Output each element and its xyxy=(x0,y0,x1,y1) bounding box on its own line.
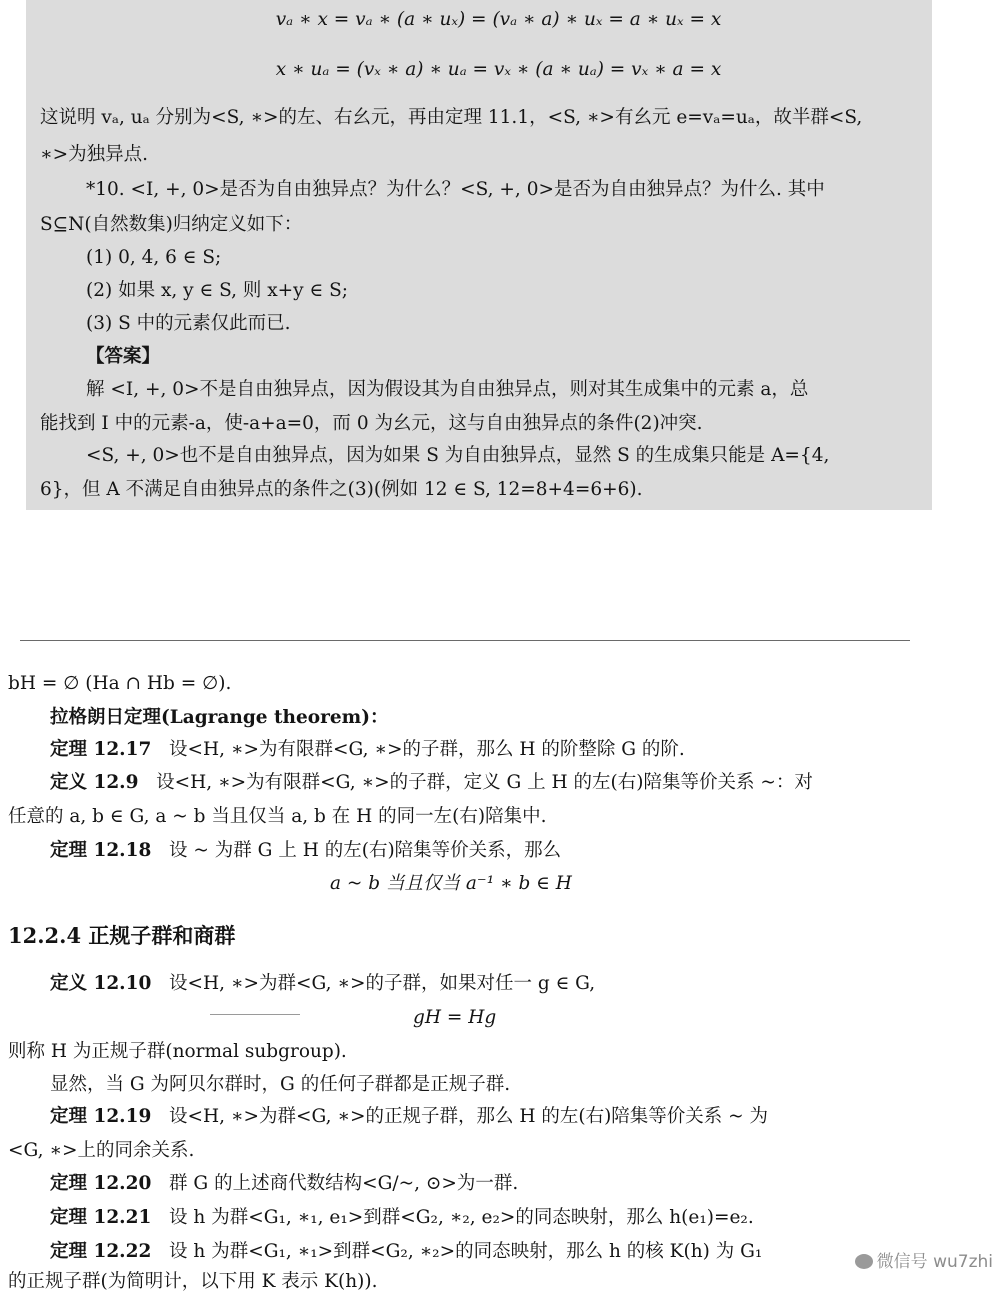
theorem-text: 设 ~ 为群 G 上 H 的左(右)陪集等价关系，那么 xyxy=(169,840,562,861)
definition-label: 定义 12.10 xyxy=(50,973,152,994)
equation-line-1: vₐ ∗ x = vₐ ∗ (a ∗ uₓ) = (vₐ ∗ a) ∗ uₓ = a ∗ uₓ = x xyxy=(275,9,722,30)
answer-1-line-2: 能找到 I 中的元素-a，使-a+a=0，而 0 为幺元，这与自由独异点的条件(2)冲突. xyxy=(40,413,703,434)
definition-text: 设<H, ∗>为有限群<G, ∗>的子群，定义 G 上 H 的左(右)陪集等价关系 ~：对 xyxy=(156,772,813,793)
theorem-label: 定理 12.20 xyxy=(50,1173,152,1194)
definition-12-9 xyxy=(50,771,813,795)
theorem-label: 定理 12.19 xyxy=(50,1106,152,1127)
theorem-12-18 xyxy=(50,839,561,863)
definition-label: 定义 12.9 xyxy=(50,772,139,793)
theorem-12-19 xyxy=(50,1105,768,1129)
theorem-12-19-line-2: <G, ∗>上的同余关系. xyxy=(8,1140,195,1161)
definition-item-1: (1) 0, 4, 6 ∈ S; xyxy=(86,247,222,268)
answer-1-line-1: 解 <I, +, 0>不是自由独异点，因为假设其为自由独异点，则对其生成集中的元素 a，总 xyxy=(86,379,809,400)
lagrange-heading: 拉格朗日定理(Lagrange theorem)： xyxy=(50,707,389,728)
definition-12-9-line-2: 任意的 a, b ∈ G, a ~ b 当且仅当 a, b 在 H 的同一左(右)陪集中. xyxy=(8,806,547,827)
paragraph-line: 这说明 vₐ, uₐ 分别为<S, ∗>的左、右幺元，再由定理 11.1，<S, ∗>有幺元 e=vₐ=uₐ，故半群<S, xyxy=(40,107,863,128)
theorem-12-21 xyxy=(50,1206,754,1230)
definition-item-2: (2) 如果 x, y ∈ S, 则 x+y ∈ S; xyxy=(86,280,348,301)
definition-text: 设<H, ∗>为群<G, ∗>的子群，如果对任一 g ∈ G, xyxy=(169,973,596,994)
theorem-text: 群 G 的上述商代数结构<G/~, ⊙>为一群. xyxy=(169,1173,519,1194)
text-line: bH = ∅ (Ha ∩ Hb = ∅). xyxy=(8,673,232,694)
definition-item-3: (3) S 中的元素仅此而已. xyxy=(86,313,291,334)
theorem-12-18-equation: a ~ b 当且仅当 a⁻¹ ∗ b ∈ H xyxy=(330,873,572,894)
watermark-text: 微信号 wu7zhi xyxy=(876,1252,993,1272)
answer-2-line-1: <S, +, 0>也不是自由独异点，因为如果 S 为自由独异点，显然 S 的生成集只能是 A={4, xyxy=(86,445,830,466)
theorem-label: 定理 12.17 xyxy=(50,739,152,760)
theorem-12-20 xyxy=(50,1172,518,1196)
equation-line-2: x ∗ uₐ = (vₓ ∗ a) ∗ uₐ = vₓ ∗ (a ∗ uₐ) = vₓ ∗ a = x xyxy=(275,59,722,80)
answer-label: 【答案】 xyxy=(86,346,161,367)
section-heading: 12.2.4 正规子群和商群 xyxy=(8,923,236,948)
theorem-text: 设<H, ∗>为有限群<G, ∗>的子群，那么 H 的阶整除 G 的阶. xyxy=(169,739,685,760)
theorem-text: 设 h 为群<G₁, ∗₁, e₁>到群<G₂, ∗₂, e₂>的同态映射，那么 h(e₁)=e₂. xyxy=(169,1207,754,1228)
watermark xyxy=(855,1247,993,1272)
answer-2-line-2: 6}，但 A 不满足自由独异点的条件之(3)(例如 12 ∈ S, 12=8+4=6+6). xyxy=(40,479,643,500)
definition-12-10-equation: gH = Hg xyxy=(413,1007,497,1028)
question-10-line-2: S⊆N(自然数集)归纳定义如下： xyxy=(40,214,303,235)
question-10-line-1: *10. <I, +, 0>是否为自由独异点？为什么？<S, +, 0>是否为自由独异点？为什么. 其中 xyxy=(86,179,825,200)
definition-12-10-line-3: 则称 H 为正规子群(normal subgroup). xyxy=(8,1041,347,1062)
theorem-12-22 xyxy=(50,1240,762,1264)
paragraph-line: ∗>为独异点. xyxy=(40,144,148,165)
page-separator xyxy=(20,640,910,641)
scan-artifact xyxy=(210,1014,300,1015)
observation-line: 显然，当 G 为阿贝尔群时，G 的任何子群都是正规子群. xyxy=(50,1074,511,1095)
theorem-label: 定理 12.22 xyxy=(50,1241,152,1262)
theorem-text: 设 h 为群<G₁, ∗₁>到群<G₂, ∗₂>的同态映射，那么 h 的核 K(h) 为 G₁ xyxy=(169,1241,763,1262)
theorem-label: 定理 12.18 xyxy=(50,840,152,861)
definition-12-10 xyxy=(50,972,595,996)
theorem-12-22-line-2: 的正规子群(为简明计，以下用 K 表示 K(h)). xyxy=(8,1271,378,1292)
wechat-icon xyxy=(855,1254,873,1269)
theorem-12-17 xyxy=(50,738,685,762)
theorem-label: 定理 12.21 xyxy=(50,1207,152,1228)
theorem-text: 设<H, ∗>为群<G, ∗>的正规子群，那么 H 的左(右)陪集等价关系 ~ 为 xyxy=(169,1106,769,1127)
